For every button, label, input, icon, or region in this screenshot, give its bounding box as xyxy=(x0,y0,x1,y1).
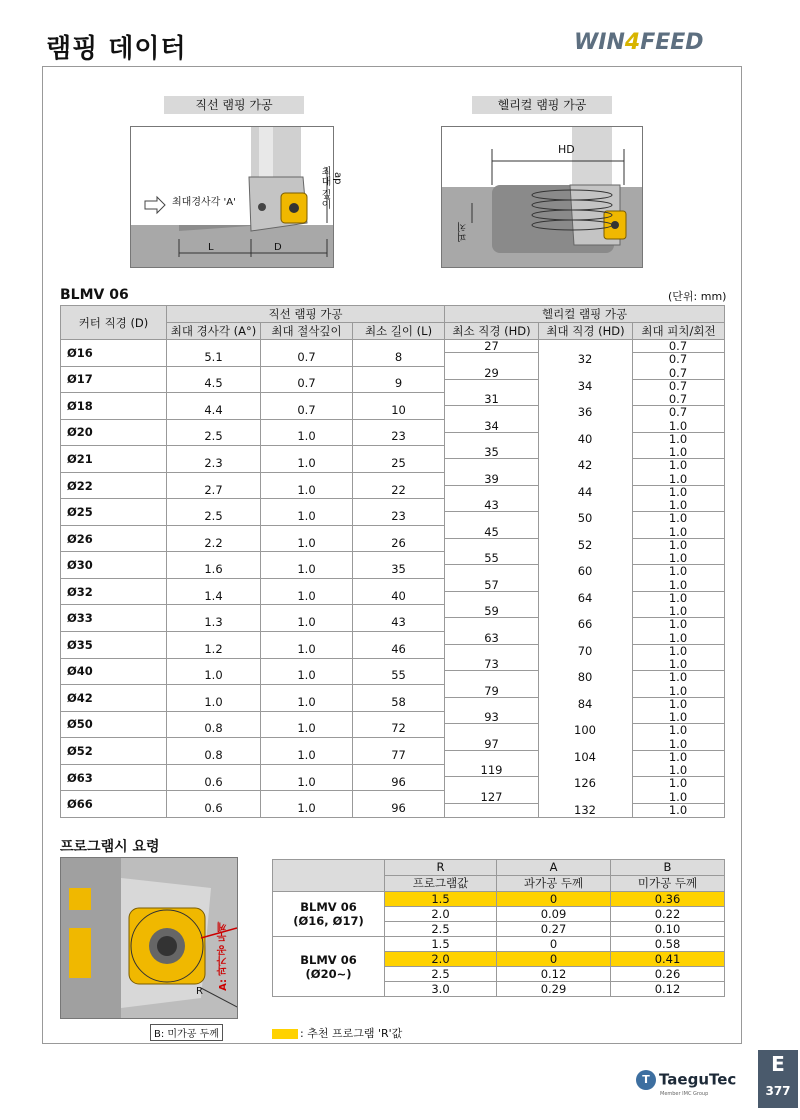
program-title: 프로그램시 요령 xyxy=(60,839,160,855)
page-number: 377 xyxy=(765,1084,791,1098)
helical-max-hd: 42 xyxy=(577,458,593,472)
max-depth: 1.0 xyxy=(261,446,353,473)
program-r-value: 3.0 xyxy=(385,982,497,997)
program-b-value: 0.22 xyxy=(611,907,725,922)
header-straight-ramping: 직선 램핑 가공 xyxy=(167,306,445,323)
helical-pitch: 1.0 xyxy=(632,791,724,804)
max-depth: 1.0 xyxy=(261,685,353,712)
helical-pitch: 0.7 xyxy=(668,378,688,393)
max-depth: 1.0 xyxy=(261,552,353,579)
cutter-diameter: Ø26 xyxy=(61,525,167,552)
max-angle: 5.1 xyxy=(167,340,261,367)
max-angle: 0.6 xyxy=(167,764,261,791)
label-under-cut: B: 미가공 두께 xyxy=(150,1024,223,1041)
helical-min-hd: 34 xyxy=(445,420,538,433)
program-a-value: 0 xyxy=(497,952,611,967)
helical-pitch: 1.0 xyxy=(632,420,724,433)
unit-label: (단위: mm) xyxy=(668,290,727,303)
max-angle: 2.5 xyxy=(167,499,261,526)
label-L: L xyxy=(208,242,214,253)
helical-pitch: 1.0 xyxy=(668,484,688,499)
max-depth: 1.0 xyxy=(261,632,353,659)
cutter-diameter: Ø50 xyxy=(61,711,167,738)
helical-max-hd: 34 xyxy=(577,378,593,393)
min-length: 55 xyxy=(353,658,445,685)
brand-part-2: 4 xyxy=(624,30,641,55)
helical-min-hd: 31 xyxy=(445,393,538,406)
helical-min-hd: 39 xyxy=(445,473,538,486)
program-b-value: 0.41 xyxy=(611,952,725,967)
helical-max-hd: 100 xyxy=(574,723,596,737)
max-angle: 2.7 xyxy=(167,472,261,499)
program-a-value: 0.09 xyxy=(497,907,611,922)
helical-max-hd: 44 xyxy=(577,484,593,499)
min-length: 10 xyxy=(353,393,445,420)
helical-pitch: 1.0 xyxy=(632,605,724,618)
header-max-hd: 최대 직경 (HD) xyxy=(539,323,633,340)
helical-pitch: 1.0 xyxy=(632,552,724,565)
header-min-hd: 최소 직경 (HD) xyxy=(445,323,539,340)
helical-pitch: 1.0 xyxy=(668,696,688,711)
helical-max-hd: 132 xyxy=(574,802,596,817)
helical-pitch: 1.0 xyxy=(668,776,688,790)
table-row xyxy=(61,340,725,367)
helical-max-hd: 52 xyxy=(577,537,593,552)
helical-pitch: 1.0 xyxy=(668,537,688,552)
min-length: 77 xyxy=(353,738,445,765)
group-range: (Ø16, Ø17) xyxy=(293,914,364,928)
helical-pitch: 1.0 xyxy=(632,658,724,671)
cutter-diameter: Ø35 xyxy=(61,632,167,659)
brand-part-1: WIN xyxy=(574,30,625,55)
helical-pitch: 1.0 xyxy=(632,711,724,724)
ramping-data-table xyxy=(60,305,725,818)
max-angle: 1.0 xyxy=(167,685,261,712)
min-length: 46 xyxy=(353,632,445,659)
cutter-diameter: Ø52 xyxy=(61,738,167,765)
max-depth: 0.7 xyxy=(261,393,353,420)
label-over-cut: A: 과가공 두께 xyxy=(218,922,229,991)
group-model: BLMV 06 xyxy=(300,900,357,914)
helical-pitch: 1.0 xyxy=(632,738,724,751)
cutter-diameter: Ø30 xyxy=(61,552,167,579)
program-a-value: 0 xyxy=(497,892,611,907)
program-a-value: 0.12 xyxy=(497,967,611,982)
helical-min-hd: 119 xyxy=(445,764,538,777)
helical-max-hd: 70 xyxy=(577,643,593,658)
program-row xyxy=(273,892,725,907)
max-depth: 1.0 xyxy=(261,711,353,738)
program-diagram xyxy=(60,857,238,1019)
helical-pitch: 1.0 xyxy=(668,431,688,446)
header-max-pitch: 최대 피치/회전 xyxy=(633,323,725,340)
group-model: BLMV 06 xyxy=(300,952,357,967)
cutter-diameter: Ø42 xyxy=(61,685,167,712)
max-depth: 1.0 xyxy=(261,419,353,446)
min-length: 9 xyxy=(353,366,445,393)
program-group-label xyxy=(273,937,385,997)
page-title: 램핑 데이터 xyxy=(46,34,187,64)
brand-part-3: FEED xyxy=(640,30,704,55)
helical-pitch: 1.0 xyxy=(668,749,688,764)
program-header-b: B xyxy=(611,860,725,876)
min-length: 23 xyxy=(353,419,445,446)
min-length: 43 xyxy=(353,605,445,632)
label-max-depth: 최대 깊이 xyxy=(319,166,330,210)
program-r-value: 2.5 xyxy=(385,922,497,937)
helical-min-hd: 55 xyxy=(445,552,538,565)
helical-pitch: 0.7 xyxy=(632,367,724,380)
cutter-diameter: Ø16 xyxy=(61,340,167,367)
program-a-value: 0.27 xyxy=(497,922,611,937)
group-range: (Ø20~) xyxy=(305,966,352,981)
helical-pitch: 1.0 xyxy=(668,617,688,631)
program-row xyxy=(273,937,725,952)
min-length: 8 xyxy=(353,340,445,367)
company-sub: Member IMC Group xyxy=(660,1091,709,1097)
program-r-value: 2.0 xyxy=(385,952,497,967)
chapter-tab xyxy=(758,1050,798,1108)
header-min-length: 최소 길이 (L) xyxy=(353,323,445,340)
helical-pitch: 1.0 xyxy=(632,632,724,645)
helical-ramping-diagram xyxy=(441,126,643,268)
min-length: 72 xyxy=(353,711,445,738)
legend-text: : 추천 프로그램 'R'값 xyxy=(300,1027,403,1040)
label-hd: HD xyxy=(558,143,575,156)
helical-min-hd: 43 xyxy=(445,499,538,512)
program-r-value: 2.0 xyxy=(385,907,497,922)
min-length: 96 xyxy=(353,791,445,818)
helical-min-hd: 127 xyxy=(445,791,538,804)
max-depth: 1.0 xyxy=(261,791,353,818)
helical-min-hd: 35 xyxy=(445,446,538,459)
helical-min-hd: 57 xyxy=(445,579,538,592)
cutter-diameter: Ø20 xyxy=(61,419,167,446)
helical-min-hd: 29 xyxy=(445,367,538,380)
helical-data-cell xyxy=(445,340,725,818)
program-group-label xyxy=(273,892,385,937)
header-helical-ramping: 헬리컬 램핑 가공 xyxy=(445,306,725,323)
program-r-value: 1.5 xyxy=(385,892,497,907)
helical-max-hd: 60 xyxy=(577,564,593,578)
helical-max-hd: 80 xyxy=(577,670,593,684)
min-length: 22 xyxy=(353,472,445,499)
max-angle: 1.4 xyxy=(167,578,261,605)
cutter-diameter: Ø40 xyxy=(61,658,167,685)
max-angle: 2.3 xyxy=(167,446,261,473)
program-header-blank xyxy=(273,860,385,892)
program-header-a: A xyxy=(497,860,611,876)
max-angle: 4.5 xyxy=(167,366,261,393)
helical-pitch: 0.7 xyxy=(668,352,688,366)
header-max-angle: 최대 경사각 (A°) xyxy=(167,323,261,340)
helical-max-hd: 126 xyxy=(574,776,596,790)
helical-max-hd: 32 xyxy=(577,352,593,366)
label-r: R xyxy=(196,986,203,997)
max-angle: 1.0 xyxy=(167,658,261,685)
program-header-r2: 프로그램값 xyxy=(385,876,497,892)
header-max-depth: 최대 절삭깊이 xyxy=(261,323,353,340)
section-title: BLMV 06 xyxy=(60,287,129,303)
max-angle: 2.5 xyxy=(167,419,261,446)
max-depth: 1.0 xyxy=(261,764,353,791)
program-a-value: 0.29 xyxy=(497,982,611,997)
cutter-diameter: Ø32 xyxy=(61,578,167,605)
helical-pitch: 1.0 xyxy=(632,446,724,459)
chapter-letter: E xyxy=(771,1052,785,1076)
program-b-value: 0.10 xyxy=(611,922,725,937)
label-ap: ap xyxy=(332,172,343,185)
max-angle: 1.2 xyxy=(167,632,261,659)
helical-max-hd: 66 xyxy=(577,617,593,631)
cutter-diameter: Ø22 xyxy=(61,472,167,499)
label-D: D xyxy=(274,242,282,253)
helical-max-hd: 64 xyxy=(577,590,593,605)
program-a-value: 0 xyxy=(497,937,611,952)
program-header-b2: 미가공 두께 xyxy=(611,876,725,892)
helical-pitch: 1.0 xyxy=(668,590,688,605)
max-angle: 0.8 xyxy=(167,738,261,765)
helical-pitch: 1.0 xyxy=(632,685,724,698)
min-length: 26 xyxy=(353,525,445,552)
helical-pitch: 0.7 xyxy=(632,393,724,406)
cutter-diameter: Ø21 xyxy=(61,446,167,473)
max-angle: 1.3 xyxy=(167,605,261,632)
max-angle: 2.2 xyxy=(167,525,261,552)
helical-pitch: 1.0 xyxy=(632,473,724,486)
helical-min-hd: 73 xyxy=(445,658,538,671)
cutter-diameter: Ø33 xyxy=(61,605,167,632)
cutter-diameter: Ø25 xyxy=(61,499,167,526)
helical-max-hd: 40 xyxy=(577,431,593,446)
max-depth: 1.0 xyxy=(261,605,353,632)
helical-pitch: 1.0 xyxy=(668,458,688,472)
helical-max-hd: 36 xyxy=(577,405,593,419)
helical-max-hd: 104 xyxy=(574,749,596,764)
max-angle: 0.8 xyxy=(167,711,261,738)
label-max-angle: 최대경사각 'A' xyxy=(172,197,236,208)
helical-min-hd: 45 xyxy=(445,526,538,539)
min-length: 35 xyxy=(353,552,445,579)
helical-pitch: 1.0 xyxy=(632,764,724,777)
max-depth: 1.0 xyxy=(261,499,353,526)
program-table xyxy=(272,859,725,997)
brand-logo xyxy=(574,30,704,55)
straight-ramping-caption: 직선 램핑 가공 xyxy=(164,96,304,114)
max-depth: 1.0 xyxy=(261,738,353,765)
helical-pitch: 1.0 xyxy=(632,579,724,592)
max-depth: 0.7 xyxy=(261,366,353,393)
helical-pitch: 1.0 xyxy=(632,526,724,539)
helical-min-hd: 63 xyxy=(445,632,538,645)
program-header-r: R xyxy=(385,860,497,876)
program-b-value: 0.12 xyxy=(611,982,725,997)
program-b-value: 0.36 xyxy=(611,892,725,907)
helical-pitch: 1.0 xyxy=(668,564,688,578)
label-pitch: 피치 xyxy=(458,222,469,242)
cutter-diameter: Ø18 xyxy=(61,393,167,420)
max-depth: 1.0 xyxy=(261,578,353,605)
helical-min-hd: 27 xyxy=(445,340,538,353)
helical-pitch: 1.0 xyxy=(668,511,688,525)
helical-min-hd: 79 xyxy=(445,685,538,698)
helical-pitch: 1.0 xyxy=(668,802,688,817)
cutter-diameter: Ø17 xyxy=(61,366,167,393)
header-cutter-diameter: 커터 직경 (D) xyxy=(61,306,167,340)
min-length: 23 xyxy=(353,499,445,526)
helical-max-hd: 50 xyxy=(577,511,593,525)
company-name: TaeguTec xyxy=(659,1070,737,1089)
helical-min-hd: 97 xyxy=(445,738,538,751)
helical-pitch: 1.0 xyxy=(668,670,688,684)
helical-pitch: 0.7 xyxy=(668,405,688,419)
helical-pitch: 1.0 xyxy=(632,499,724,512)
program-r-value: 2.5 xyxy=(385,967,497,982)
max-depth: 0.7 xyxy=(261,340,353,367)
helical-pitch: 0.7 xyxy=(632,340,724,353)
max-depth: 1.0 xyxy=(261,472,353,499)
helical-pitch: 1.0 xyxy=(668,723,688,737)
max-angle: 4.4 xyxy=(167,393,261,420)
program-header-a2: 과가공 두께 xyxy=(497,876,611,892)
company-logo xyxy=(636,1070,736,1090)
max-angle: 0.6 xyxy=(167,791,261,818)
min-length: 58 xyxy=(353,685,445,712)
legend-swatch xyxy=(272,1029,298,1039)
program-b-value: 0.26 xyxy=(611,967,725,982)
helical-min-hd: 59 xyxy=(445,605,538,618)
cutter-diameter: Ø63 xyxy=(61,764,167,791)
min-length: 25 xyxy=(353,446,445,473)
max-depth: 1.0 xyxy=(261,658,353,685)
max-depth: 1.0 xyxy=(261,525,353,552)
max-angle: 1.6 xyxy=(167,552,261,579)
min-length: 96 xyxy=(353,764,445,791)
helical-min-hd: 93 xyxy=(445,711,538,724)
program-b-value: 0.58 xyxy=(611,937,725,952)
helical-ramping-caption: 헬리컬 램핑 가공 xyxy=(472,96,612,114)
program-legend xyxy=(272,1025,402,1041)
program-r-value: 1.5 xyxy=(385,937,497,952)
min-length: 40 xyxy=(353,578,445,605)
company-logo-icon: T xyxy=(636,1070,656,1090)
helical-pitch: 1.0 xyxy=(668,643,688,658)
cutter-diameter: Ø66 xyxy=(61,791,167,818)
helical-max-hd: 84 xyxy=(577,696,593,711)
